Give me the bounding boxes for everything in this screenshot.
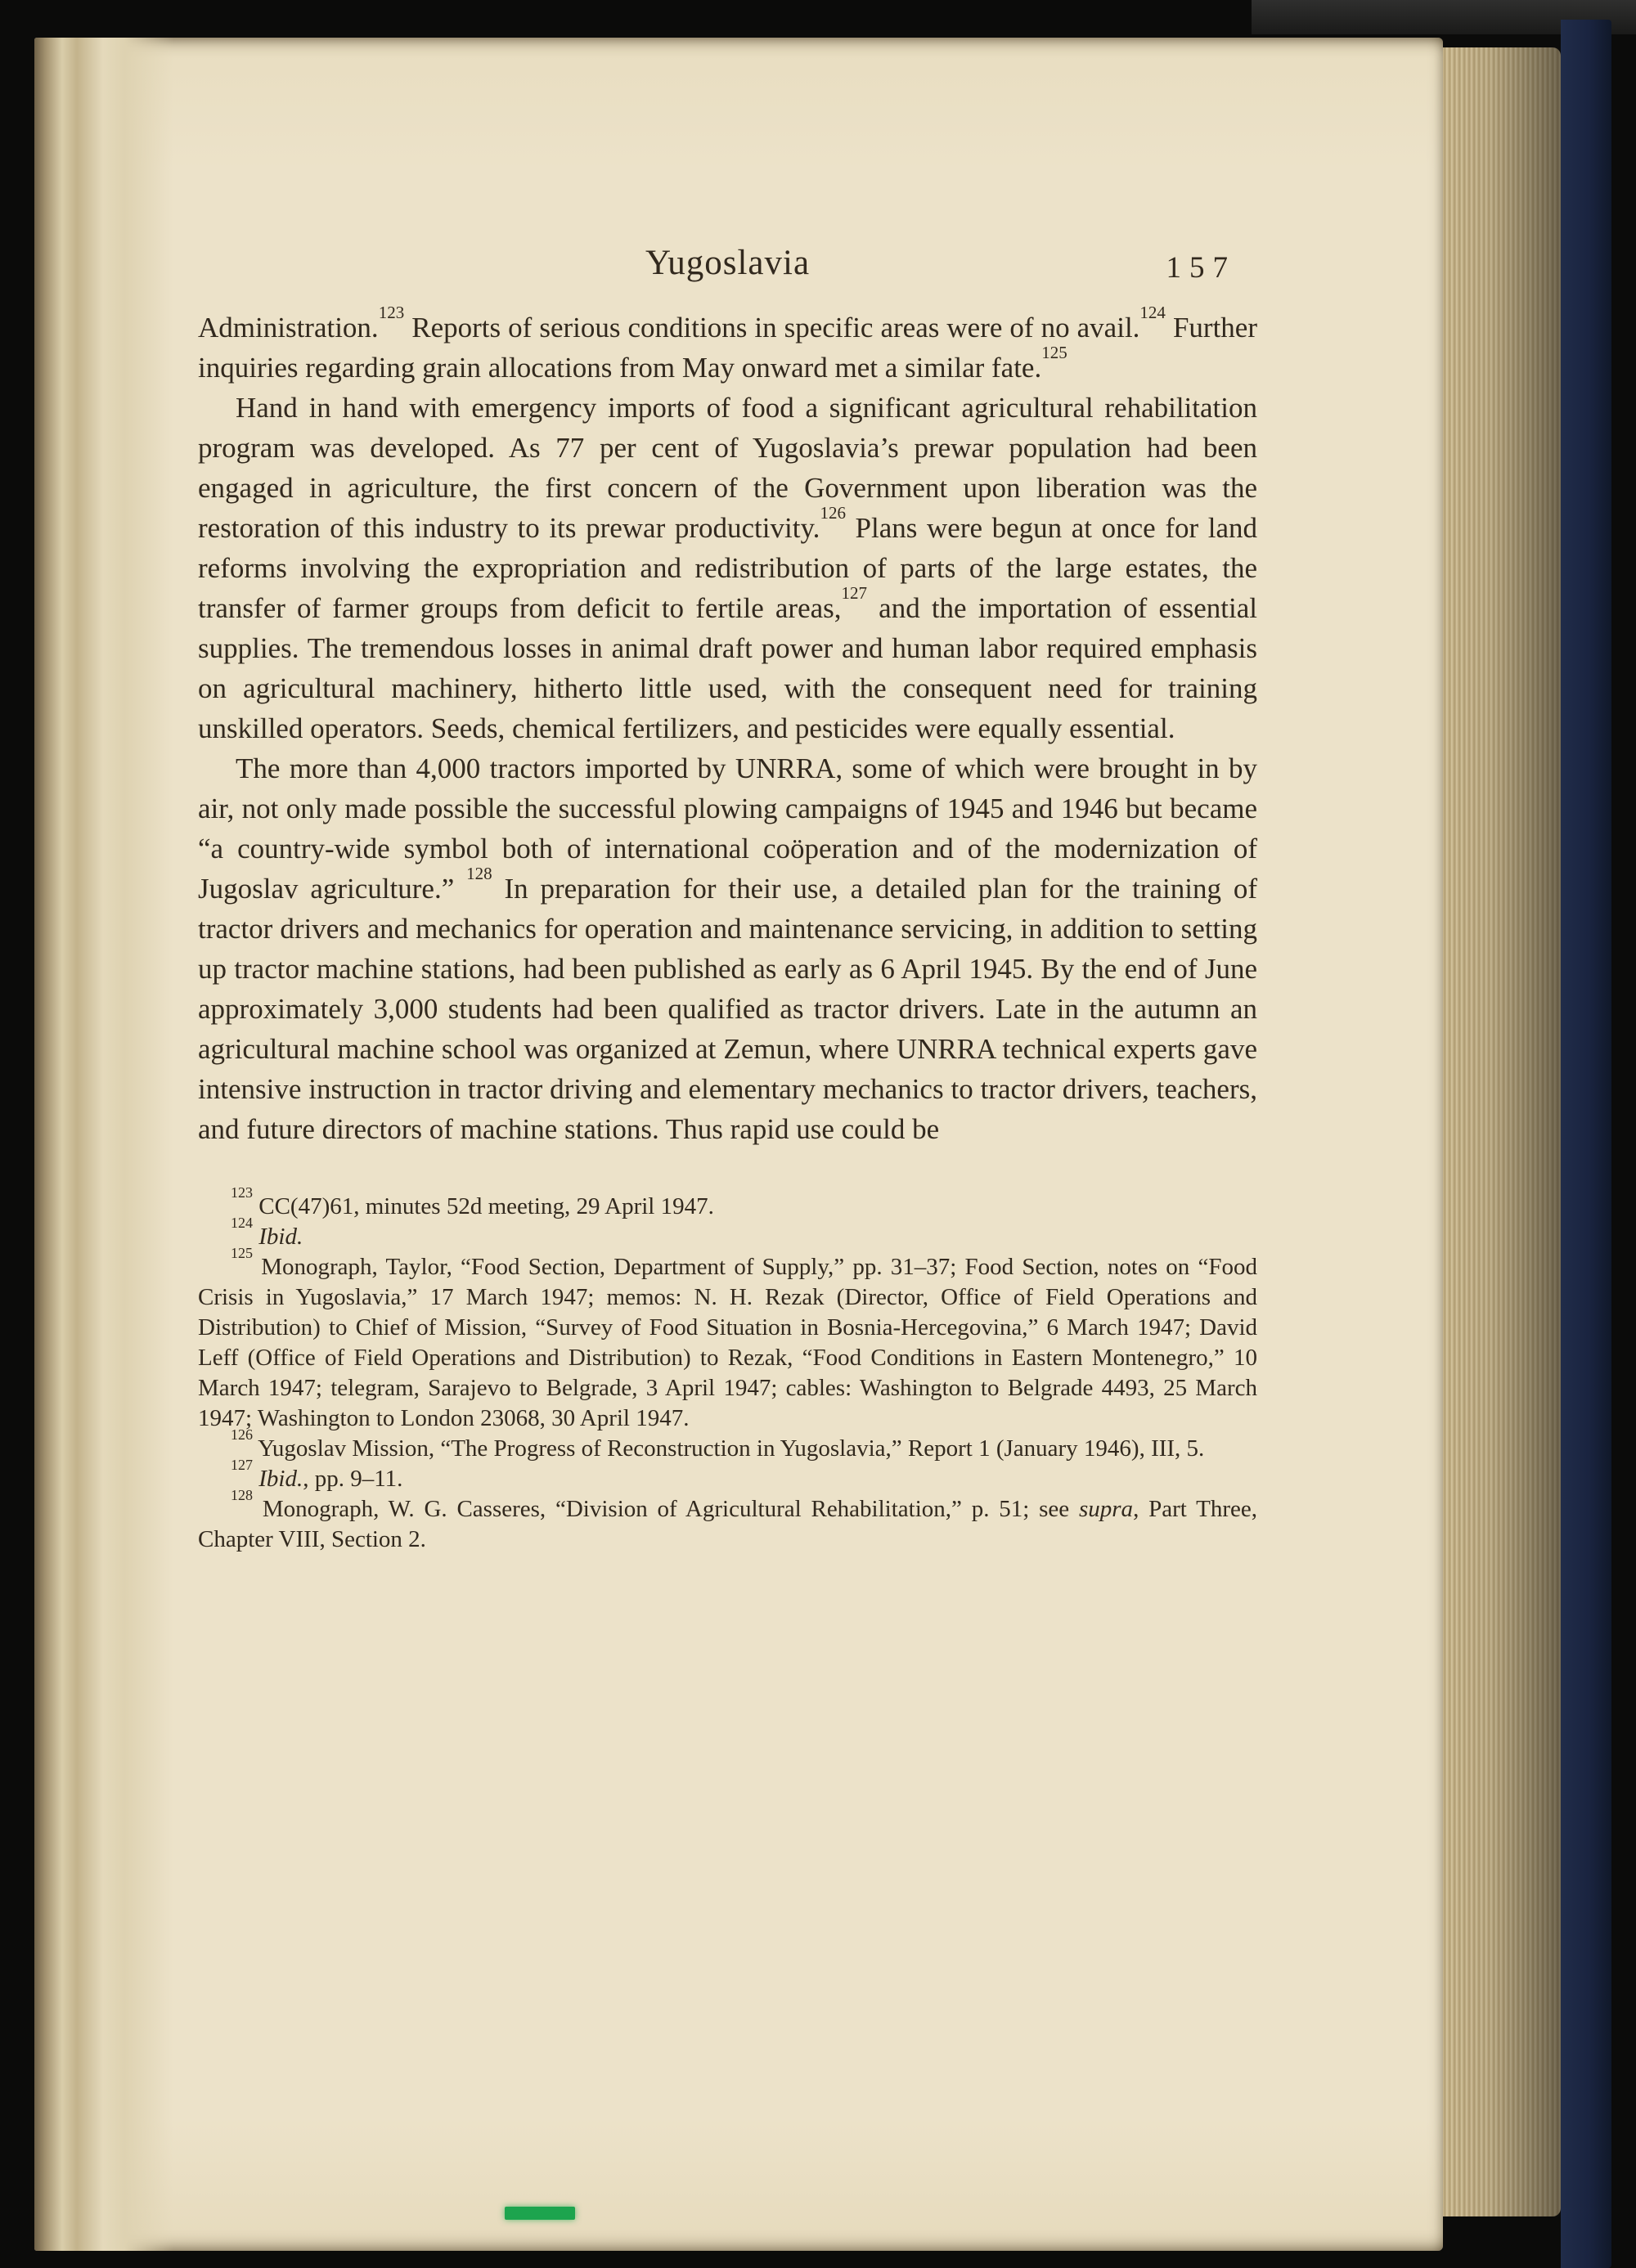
footnote-marker: 128 [231, 1487, 253, 1504]
text-segment: CC(47)61, minutes 52d meeting, 29 April 1947. [253, 1193, 714, 1219]
footnote-marker: 124 [231, 1215, 253, 1232]
text-segment: Hand in hand with emergency imports of food a significant agricultural rehabilitation program was developed. As 77 per cent of Yugoslavia’s prewar population had been engaged in agriculture, the first concern of the Government upon liberation was the restoration of this industry to its prewar productivity. [198, 392, 1257, 544]
paragraph [198, 748, 1257, 1149]
footnote-marker: 128 [466, 863, 492, 883]
footnote-marker: 124 [1139, 302, 1166, 322]
text-segment: , pp. 9–11. [303, 1466, 403, 1492]
book-page [34, 38, 1443, 2251]
footnote-marker: 126 [820, 502, 846, 523]
book-cover [1561, 20, 1611, 2268]
footnote-marker: 125 [231, 1245, 253, 1262]
footnote-marker: 127 [231, 1457, 253, 1474]
page-content [198, 240, 1257, 1555]
text-segment: The more than 4,000 tractors imported by UNRRA, some of which were brought in by air, not only made possible the successful plowing campaigns of 1945 and 1946 but became “a country-wide symbol both of international coöperation and of the modernization of Jugoslav agriculture.” [198, 752, 1257, 905]
footnote-marker: 126 [231, 1426, 253, 1444]
footnote-marker: 125 [1041, 342, 1067, 362]
paragraph [198, 302, 1257, 388]
footnotes-section [198, 1184, 1257, 1555]
footnote [198, 1487, 1257, 1555]
footnote [198, 1245, 1257, 1434]
footnote [198, 1184, 1257, 1222]
text-segment: Yugoslav Mission, “The Progress of Reconstruction in Yugoslavia,” Report 1 (January 1946), III, 5. [253, 1435, 1205, 1462]
text-segment: Reports of serious conditions in specific areas were of no avail. [404, 312, 1140, 344]
text-segment: Administration. [198, 312, 379, 344]
running-head: Yugoslavia [645, 244, 811, 282]
text-segment: In preparation for their use, a detailed plan for the training of tractor drivers and mechanics for operation and maintenance servicing, in addition to setting up tractor machine stations, had been published as early as 6 April 1945. By the end of June approximately 3,000 students had been qualified as tractor drivers. Late in the autumn an agricultural machine school was organized at Zemun, where UNRRA technical experts gave intensive instruction in tractor driving and elementary mechanics to tractor drivers, teachers, and future directors of machine stations. Thus rapid use could be [198, 873, 1258, 1145]
text-segment: Ibid. [258, 1224, 303, 1250]
text-segment: , Part Three, Chapter VIII, Section 2. [198, 1496, 1257, 1552]
page-header [198, 240, 1257, 291]
page-number: 157 [1166, 251, 1236, 285]
text-segment: Further inquiries regarding grain allocations from May onward met a similar fate. [198, 312, 1257, 384]
paragraph [198, 388, 1257, 748]
footnote [198, 1215, 1257, 1252]
text-segment: Plans were begun at once for land reforms involving the expropriation and redistribution of parts of the large estates, the transfer of farmer groups from deficit to fertile areas, [198, 512, 1258, 624]
footnote [198, 1457, 1257, 1494]
footnote-marker: 123 [231, 1184, 253, 1201]
text-segment: Monograph, Taylor, “Food Section, Department of Supply,” pp. 31–37; Food Section, notes on “Food Crisis in Yugoslavia,” 17 March 1947; memos: N. H. Rezak (Director, Office of Field Operations and Distribution) to Chief of Mission, “Survey of Food Situation in Bosnia-Hercegovina,” 6 March 1947; David Leff (Office of Field Operations and Distribution) to Rezak, “Food Conditions in Eastern Montenegro,” 10 March 1947; telegram, Sarajevo to Belgrade, 3 April 1947; cables: Washington to Belgrade 4493, 25 March 1947; Washington to London 23068, 30 April 1947. [198, 1254, 1257, 1431]
text-segment: Monograph, W. G. Casseres, “Division of Agricultural Rehabilitation,” p. 51; see [253, 1496, 1079, 1522]
footnote-marker: 127 [841, 582, 868, 603]
text-segment: and the importation of essential supplies. The tremendous losses in animal draft power and human labor required emphasis on agricultural machinery, hitherto little used, with the consequent need for training unskilled operators. Seeds, chemical fertilizers, and pesticides were equally essential. [198, 592, 1257, 744]
book-page-edges [1441, 47, 1561, 2216]
footnote [198, 1426, 1257, 1464]
footnote-marker: 123 [378, 302, 405, 322]
text-segment: supra [1078, 1496, 1134, 1522]
text-segment: Ibid. [258, 1466, 303, 1492]
body-text [198, 302, 1258, 1149]
scanner-color-mark [505, 2207, 575, 2220]
page-gutter-shadow [34, 38, 173, 2251]
